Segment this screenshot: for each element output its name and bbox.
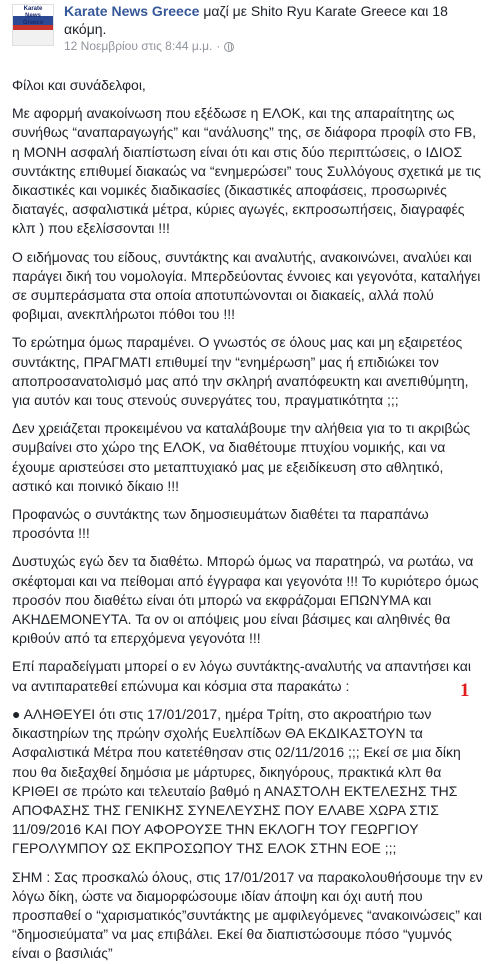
paragraph: Ο ειδήμονας του είδους, συντάκτης και αναλυτής, ανακοινώνει, αναλύει και παράγει δική του νομολογία. Μπερδεύοντας έννοιες και γεγονότα, καταλήγει σε συμπεράσματα στα οποία αποτυπώνονται οι διακαείς, αλλά πολύ φοβιμαι, ανεκπλήρωτοι πόθοι του !!! bbox=[12, 248, 481, 323]
paragraph: Δεν χρειάζεται προκειμένου να καταλάβουμε την αλήθεια για το τι ακριβώς συμβαίνει στο χώρο της ΕΛΟΚ, να διαθέτουμε πτυχίου νομικής, και να έχουμε αριστεύσει στο μεταπτυχιακό μας με εξειδίκευση στο αθλητικό, αστικό και ποινικό δίκαιο !!! bbox=[12, 420, 471, 494]
globe-icon[interactable] bbox=[224, 42, 234, 52]
post-headline bbox=[64, 2, 483, 38]
red-number-marker: 1 bbox=[460, 680, 470, 701]
page-avatar[interactable] bbox=[12, 4, 54, 46]
paragraph: Το ερώτημα όμως παραμένει. Ο γνωστός σε όλους μας και μη εξαιρετέος συντάκτης, ΠΡΑΓΜΑΤΙ επιθυμεί την “ενημέρωση” μας ή επιδιώκει τον αποπροσανατολισμό μας από την σκληρή αναπόφευκτη και ανεπιθύμητη, για αυτόν και τους στενούς συνεργάτες του, πραγματικότητα ;;; bbox=[12, 334, 469, 409]
post-meta bbox=[64, 2, 483, 55]
paragraph: Με αφορμή ανακοίνωση που εξέδωσε η ΕΛΟΚ, και της απαραίτητης ως συνήθως “αναπαραγωγής” και “ανάλυσης” της, σε διάφορα προφίλ στο FB, η ΜΟΝΗ ασφαλή διαπίστωση είναι ότι και στις δύο περιπτώσεις, ο ΙΔΙΟΣ συντάκτης επιθυμεί διακαώς να “ενημερώσει” τους Συλλόγους σχετικά με τις δικαστικές και νομικές διαδικασίες (δικαστικές αποφάσεις, προσωρινές διαταγές, ασφαλιστικά μέτρα, κύριες αγωγές, εκπροσωπήσεις, διαγραφές κλπ ) που εξελίσσονται !!! bbox=[12, 105, 481, 237]
post-timestamp[interactable]: 12 Νοεμβρίου στις 8:44 μ.μ. bbox=[64, 39, 213, 53]
tagged-more-link[interactable]: και 18 ακόμη. bbox=[64, 3, 448, 37]
with-text: μαζί με bbox=[203, 3, 247, 19]
paragraph: Επί παραδείγματι μπορεί ο εν λόγω συντάκτης-αναλυτής να απαντήσει και να αντιπαρατεθεί επώνυμα και κόσμια στα παρακάτω : bbox=[12, 658, 471, 694]
paragraph-greeting: Φίλοι και συνάδελφοι, bbox=[12, 77, 146, 93]
paragraph: Δυστυχώς εγώ δεν τα διαθέτω. Μπορώ όμως να παρατηρώ, να ρωτάω, να σκέφτομαι και να πείθομαι από έγγραφα και γεγονότα !!! Το κυριότερο όμως προσόν που διαθέτω είναι ότι μπορώ να εκφράζομαι ΕΠΩΝΥΜΑ και ΑΚΗΔΕΜΟΝΕΥΤΑ. Τα ον οι απόψεις μου είναι βάσιμες και αληθινές θα κριθούν από τα επερχόμενα γεγονότα !!! bbox=[12, 553, 479, 647]
post-body bbox=[12, 76, 483, 964]
post-subline bbox=[64, 38, 483, 55]
paragraph: Προφανώς ο συντάκτης των δημοσιευμάτων διαθέτει τα παραπάνω προσόντα !!! bbox=[12, 506, 429, 542]
post-header bbox=[12, 0, 483, 62]
author-link[interactable]: Karate News Greece bbox=[64, 3, 200, 19]
meta-separator: · bbox=[216, 39, 221, 53]
avatar-logo-text: Karate News Greece bbox=[22, 6, 44, 26]
paragraph-note: ΣΗΜ : Σας προσκαλώ όλους, στις 17/01/2017 να παρακολουθήσουμε την εν λόγω δίκη, ώστε να διαμορφώσουμε ιδίαν άποψη και όχι αυτή που προσπαθεί ο “χαρισματικός”συντάκτης με αμφιλεγόμενες “ανακοινώσεις” και “δημοσιεύματα” να μας επιβάλει. Εκεί θα διαπιστώσουμε πόσο “γυμνός είναι ο βασιλιάς” bbox=[12, 868, 483, 962]
paragraph-bullet: ● ΑΛΗΘΕΥΕΙ ότι στις 17/01/2017, ημέρα Τρίτη, στο ακροατήριο των δικαστηρίων της πρώην σχολής Ευελπίδων ΘΑ ΕΚΔΙΚΑΣΤΟΥΝ τα Ασφαλιστικά Μέτρα που κατετέθησαν στις 02/11/2016 ;;; Εκεί σε μια δίκη που θα διεξαχθεί δημόσια με μάρτυρες, δικηγόρους, πρακτικά κλπ θα ΚΡΙΘΕΙ σε πρώτο και τελευταίο βαθμό η ΑΝΑΣΤΟΛΗ ΕΚΤΕΛΕΣΗΣ ΤΗΣ ΑΠΟΦΑΣΗΣ ΤΗΣ ΓΕΝΙΚΗΣ ΣΥΝΕΛΕΥΣΗΣ ΠΟΥ ΕΛΑΒΕ ΧΩΡΑ ΣΤΙΣ 11/09/2016 ΚΑΙ ΠΟΥ ΑΦΟΡΟΥΣΕ ΤΗΝ ΕΚΛΟΓΗ ΤΟΥ ΓΕΩΡΓΙΟΥ ΓΕΡΟΛΥΜΠΟΥ ΩΣ ΕΚΠΡΟΣΩΠΟΥ ΤΗΣ ΕΛΟΚ ΣΤΗΝ ΕΟΕ ;;; bbox=[12, 705, 461, 857]
tagged-page-link[interactable]: Shito Ryu Karate Greece bbox=[250, 3, 407, 19]
